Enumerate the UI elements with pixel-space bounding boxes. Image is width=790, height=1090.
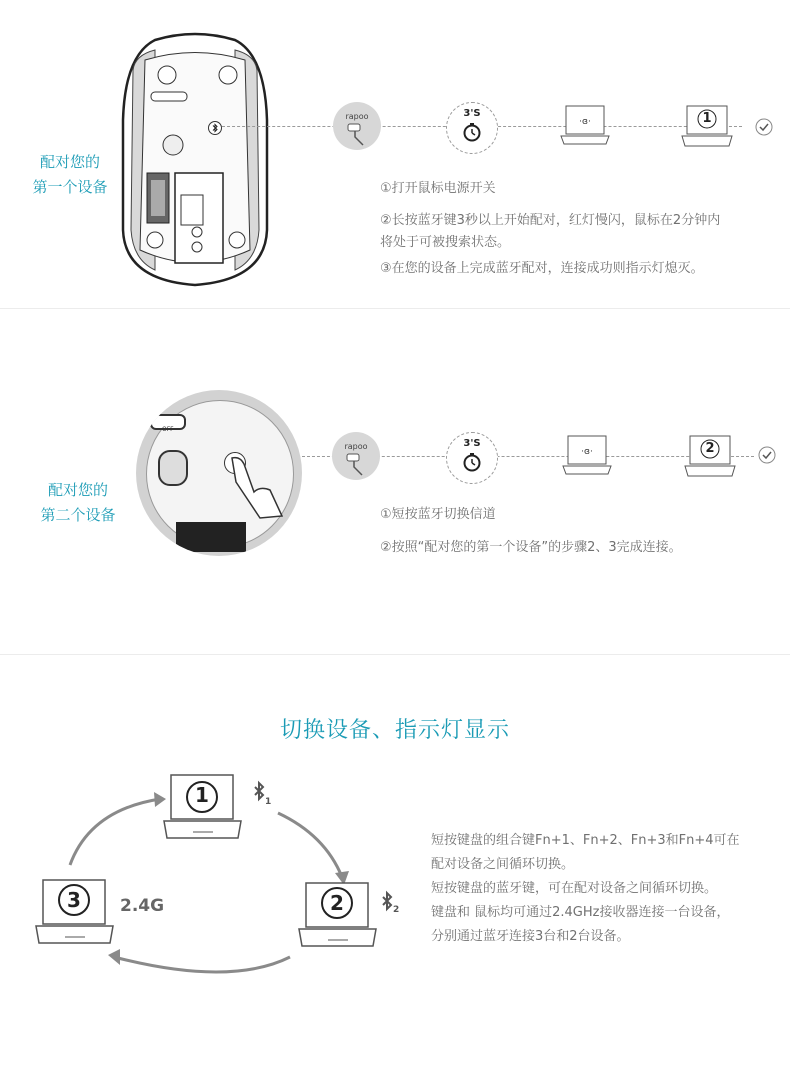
step-text: ①打开鼠标电源开关 bbox=[380, 181, 496, 196]
label-line: 第一个设备 bbox=[32, 178, 108, 196]
bluetooth-1-icon bbox=[255, 783, 263, 799]
device-number: 1 bbox=[195, 783, 209, 807]
divider bbox=[0, 654, 790, 655]
description-line: 键盘和 鼠标均可通过2.4GHz接收器连接一台设备， bbox=[431, 905, 730, 920]
timer-label: 3'S bbox=[463, 108, 481, 119]
laptop-bluetooth-icon bbox=[560, 104, 610, 146]
device-number: 2 bbox=[705, 441, 715, 456]
step-list bbox=[380, 504, 780, 559]
description-line: 短按键盘的组合键Fn+1、Fn+2、Fn+3和Fn+4可在 bbox=[431, 833, 740, 848]
step-text: ③在您的设备上完成蓝牙配对，连接成功则指示灯熄灭。 bbox=[380, 261, 704, 276]
step-text: ②按照“配对您的第一个设备”的步骤2、3完成连接。 bbox=[380, 540, 682, 555]
section-label bbox=[18, 478, 138, 528]
hand-press-icon bbox=[345, 122, 371, 146]
check-icon bbox=[758, 446, 776, 464]
mouse-bottom-illustration bbox=[115, 30, 275, 295]
hand-press-icon bbox=[344, 452, 370, 476]
svg-text:·ɞ·: ·ɞ· bbox=[581, 447, 593, 457]
description-line: 配对设备之间循环切换。 bbox=[431, 857, 575, 872]
brand-label: rapoo bbox=[344, 442, 368, 451]
svg-text:·ɞ·: ·ɞ· bbox=[579, 117, 591, 127]
step-text: ①短按蓝牙切换信道 bbox=[380, 507, 496, 522]
bluetooth-icon bbox=[208, 120, 222, 134]
press-button-step bbox=[332, 432, 380, 480]
press-button-step bbox=[333, 102, 381, 150]
device-number: 1 bbox=[702, 111, 712, 126]
device-number: 3 bbox=[67, 888, 81, 912]
switch-label: OFF bbox=[162, 426, 174, 433]
receiver-tag: 2.4G bbox=[120, 896, 165, 916]
description-line: 短按键盘的蓝牙键，可在配对设备之间循环切换。 bbox=[431, 881, 718, 896]
step-list bbox=[380, 178, 780, 280]
device-cycle-diagram bbox=[30, 765, 410, 985]
timer-step bbox=[446, 102, 498, 154]
divider bbox=[0, 308, 790, 309]
brand-label: rapoo bbox=[345, 112, 369, 121]
description-line: 分别通过蓝牙连接3台和2台设备。 bbox=[431, 929, 630, 944]
label-line: 配对您的 bbox=[39, 153, 100, 171]
check-icon bbox=[755, 118, 773, 136]
finger-icon bbox=[230, 456, 290, 520]
label-line: 配对您的 bbox=[47, 481, 108, 499]
stopwatch-icon bbox=[462, 452, 482, 472]
device-number: 2 bbox=[330, 891, 344, 915]
section-title: 切换设备、指示灯显示 bbox=[279, 718, 510, 743]
step-text: ②长按蓝牙键3秒以上开始配对，红灯慢闪，鼠标在2分钟内 bbox=[380, 213, 721, 228]
bluetooth-channel-tag: 1 bbox=[265, 797, 272, 807]
mouse-zoom-illustration bbox=[136, 390, 302, 556]
bluetooth-2-icon bbox=[383, 893, 391, 909]
timer-step bbox=[446, 432, 498, 484]
stopwatch-icon bbox=[462, 122, 482, 142]
bluetooth-channel-tag: 2 bbox=[393, 905, 400, 915]
switch-description bbox=[431, 829, 781, 949]
step-text: 将处于可被搜索状态。 bbox=[380, 235, 511, 250]
section-label bbox=[10, 150, 130, 200]
label-line: 第二个设备 bbox=[40, 506, 116, 524]
timer-label: 3'S bbox=[463, 438, 481, 449]
laptop-bluetooth-icon bbox=[562, 434, 612, 476]
